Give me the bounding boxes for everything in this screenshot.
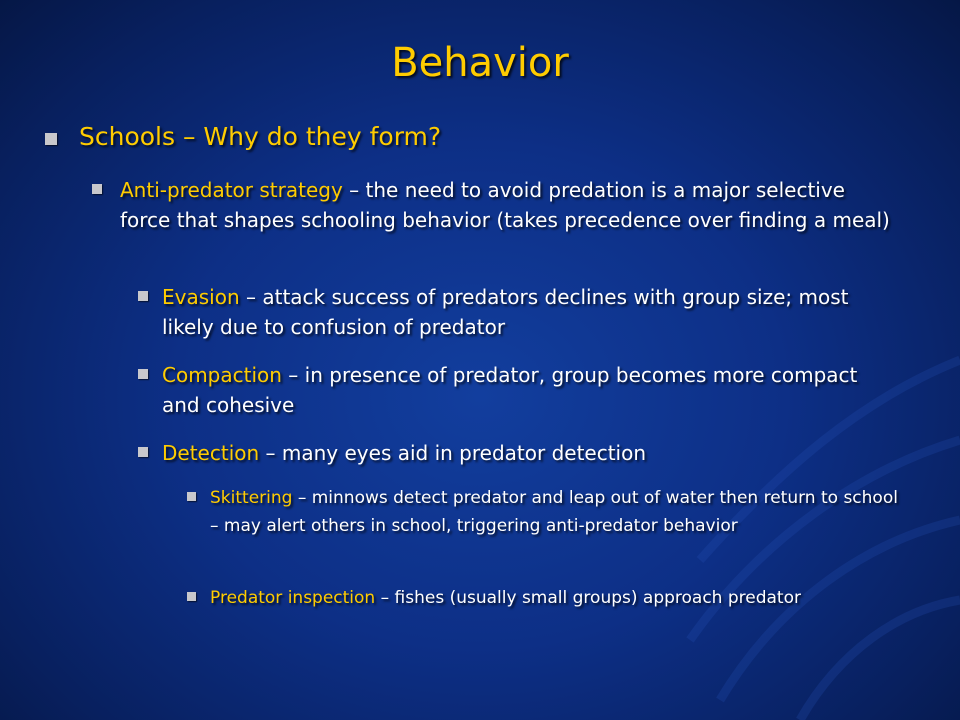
- bullet-text: [210, 484, 907, 540]
- square-bullet-icon: [187, 492, 196, 501]
- term-label: Compaction: [162, 363, 282, 387]
- bullet-skittering: [187, 484, 907, 540]
- term-description: – fishes (usually small groups) approach predator: [375, 588, 801, 608]
- bullet-text: [162, 360, 898, 420]
- term-description: – attack success of predators declines with group size; most likely due to confusion of predator: [162, 285, 849, 339]
- bullet-text: Schools – Why do they form?: [79, 122, 442, 151]
- slide-title: Behavior: [391, 40, 569, 86]
- term-description: – the need to avoid predation is a major selective force that shapes schooling behavior (takes precedence over finding a meal): [120, 178, 890, 232]
- bullet-schools: [45, 121, 925, 153]
- term-description: – many eyes aid in predator detection: [259, 441, 647, 465]
- square-bullet-icon: [92, 184, 102, 194]
- term-label: Predator inspection: [210, 588, 376, 608]
- square-bullet-icon: [187, 592, 196, 601]
- bullet-detection: [138, 438, 898, 468]
- bullet-predator-inspection: [187, 584, 907, 612]
- term-label: Anti-predator strategy: [120, 178, 343, 202]
- bullet-text: [210, 584, 907, 612]
- square-bullet-icon: [45, 133, 57, 145]
- term-label: Detection: [162, 441, 260, 465]
- term-description: – in presence of predator, group becomes more compact and cohesive: [162, 363, 858, 417]
- bullet-compaction: [138, 360, 898, 420]
- bullet-anti-predator-strategy: [92, 175, 892, 235]
- bullet-text: [162, 282, 898, 342]
- term-label: Skittering: [210, 488, 293, 508]
- square-bullet-icon: [138, 369, 148, 379]
- bullet-text: [120, 175, 892, 235]
- bullet-text: [162, 438, 898, 468]
- square-bullet-icon: [138, 447, 148, 457]
- bullet-evasion: [138, 282, 898, 342]
- term-label: Evasion: [162, 285, 240, 309]
- term-description: – minnows detect predator and leap out of water then return to school – may alert others in school, triggering anti-predator behavior: [210, 488, 898, 536]
- square-bullet-icon: [138, 291, 148, 301]
